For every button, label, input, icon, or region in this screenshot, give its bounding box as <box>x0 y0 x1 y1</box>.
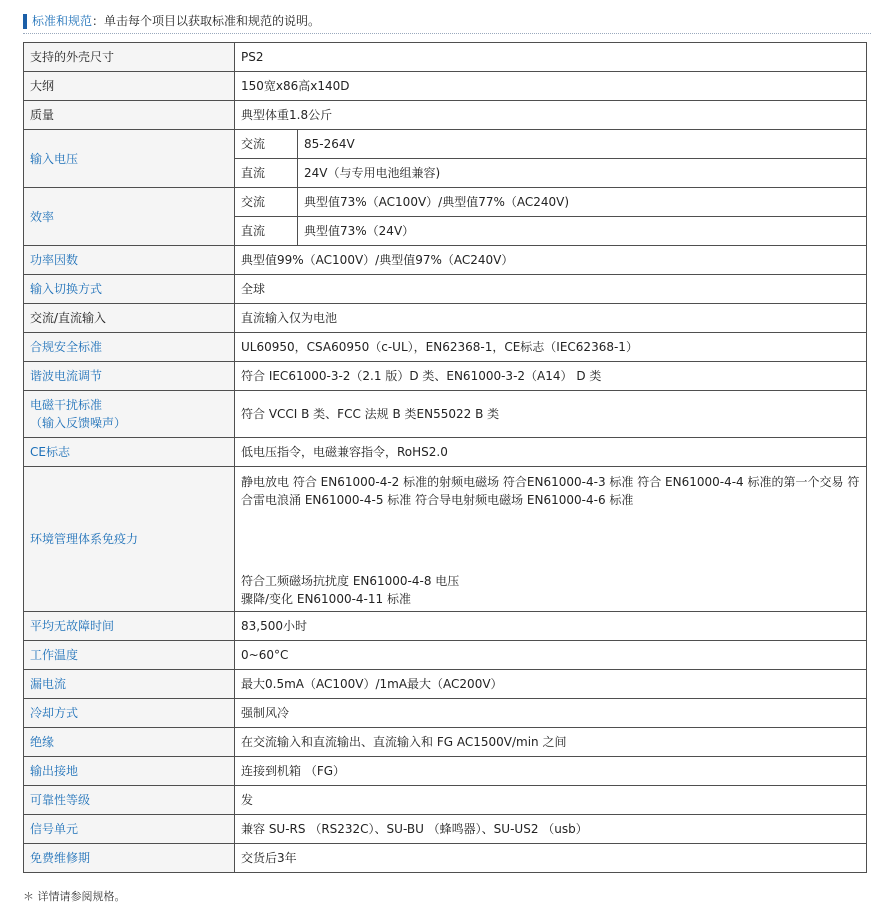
sub-label: 直流 <box>235 217 298 246</box>
spec-table <box>23 42 867 873</box>
row-label: 大纲 <box>24 72 235 101</box>
row-value: 直流输入仅为电池 <box>235 304 867 333</box>
row-value: PS2 <box>235 43 867 72</box>
emi-label-line2: （输入反馈噪声） <box>30 416 127 430</box>
table-row <box>24 612 867 641</box>
reliability-link[interactable]: 可靠性等级 <box>24 786 235 815</box>
sub-label: 直流 <box>235 159 298 188</box>
row-value: 符合 IEC61000-3-2（2.1 版）D 类、EN61000-3-2（A14） D 类 <box>235 362 867 391</box>
warranty-link[interactable]: 免费维修期 <box>24 844 235 873</box>
row-value: 83,500小时 <box>235 612 867 641</box>
safety-standard-link[interactable]: 合规安全标准 <box>24 333 235 362</box>
table-row <box>24 333 867 362</box>
row-label: 支持的外壳尺寸 <box>24 43 235 72</box>
table-row <box>24 304 867 333</box>
leakage-link[interactable]: 漏电流 <box>24 670 235 699</box>
efficiency-link[interactable]: 效率 <box>24 188 235 246</box>
ce-mark-link[interactable]: CE标志 <box>24 438 235 467</box>
immunity-para2-line2: 骤降/变化 EN61000-4-11 标准 <box>241 592 411 606</box>
table-row <box>24 670 867 699</box>
row-value: 强制风冷 <box>235 699 867 728</box>
header-text <box>32 13 320 30</box>
table-row <box>24 757 867 786</box>
row-value: 低电压指令，电磁兼容指令，RoHS2.0 <box>235 438 867 467</box>
sub-label: 交流 <box>235 188 298 217</box>
row-value: 兼容 SU-RS （RS232C）、SU-BU （蜂鸣器）、SU-US2 （usb） <box>235 815 867 844</box>
table-row <box>24 728 867 757</box>
table-row <box>24 130 867 159</box>
row-value: 85-264V <box>298 130 867 159</box>
input-switching-link[interactable]: 输入切换方式 <box>24 275 235 304</box>
header-accent-bar <box>23 14 27 29</box>
immunity-para2-line1: 符合工频磁场抗扰度 EN61000-4-8 电压 <box>241 574 460 588</box>
temperature-link[interactable]: 工作温度 <box>24 641 235 670</box>
row-value: 全球 <box>235 275 867 304</box>
table-row <box>24 844 867 873</box>
table-row <box>24 362 867 391</box>
row-value: 典型值99%（AC100V）/典型值97%（AC240V） <box>235 246 867 275</box>
output-ground-link[interactable]: 输出接地 <box>24 757 235 786</box>
sub-label: 交流 <box>235 130 298 159</box>
row-value: 发 <box>235 786 867 815</box>
cooling-link[interactable]: 冷却方式 <box>24 699 235 728</box>
section-header <box>0 0 879 34</box>
row-value: 0~60°C <box>235 641 867 670</box>
table-row <box>24 438 867 467</box>
table-row <box>24 43 867 72</box>
header-divider <box>23 33 871 34</box>
table-row <box>24 246 867 275</box>
row-value: 最大0.5mA（AC100V）/1mA最大（AC200V） <box>235 670 867 699</box>
header-description: ：单击每个项目以获取标准和规范的说明。 <box>92 14 321 28</box>
signal-unit-link[interactable]: 信号单元 <box>24 815 235 844</box>
row-value: 典型值73%（24V） <box>298 217 867 246</box>
row-value <box>235 467 867 612</box>
table-row <box>24 467 867 612</box>
table-row <box>24 188 867 217</box>
row-value: 典型值73%（AC100V）/典型值77%（AC240V) <box>298 188 867 217</box>
table-row <box>24 815 867 844</box>
power-factor-link[interactable]: 功率因数 <box>24 246 235 275</box>
standards-link[interactable]: 标准和规范 <box>32 14 93 28</box>
row-value: 符合 VCCI B 类、FCC 法规 B 类EN55022 B 类 <box>235 391 867 438</box>
mtbf-link[interactable]: 平均无故障时间 <box>24 612 235 641</box>
footnote: ＊ 详情请参阅规格。 <box>23 890 126 903</box>
row-label: 质量 <box>24 101 235 130</box>
row-value: 24V（与专用电池组兼容) <box>298 159 867 188</box>
harmonic-link[interactable]: 谐波电流调节 <box>24 362 235 391</box>
table-row <box>24 72 867 101</box>
row-value: 典型体重1.8公斤 <box>235 101 867 130</box>
table-row <box>24 641 867 670</box>
immunity-link[interactable]: 环境管理体系免疫力 <box>24 467 235 612</box>
row-value: 在交流输入和直流输出、直流输入和 FG AC1500V/min 之间 <box>235 728 867 757</box>
row-value: UL60950，CSA60950（c-UL），EN62368-1，CE标志（IEC62368-1） <box>235 333 867 362</box>
immunity-para1: 静电放电 符合 EN61000-4-2 标准的射频电磁场 符合EN61000-4-3 标准 符合 EN61000-4-4 标准的第一个交易 符合雷电浪涌 EN61000-4-5 标准 符合导电射频电磁场 EN61000-4-6 标准 <box>241 475 860 507</box>
table-row <box>24 786 867 815</box>
row-value: 交货后3年 <box>235 844 867 873</box>
emi-standard-link[interactable] <box>24 391 235 438</box>
row-label: 交流/直流输入 <box>24 304 235 333</box>
row-value: 150宽x86高x140D <box>235 72 867 101</box>
row-value: 连接到机箱 （FG） <box>235 757 867 786</box>
input-voltage-link[interactable]: 输入电压 <box>24 130 235 188</box>
table-row <box>24 391 867 438</box>
table-row <box>24 275 867 304</box>
table-row <box>24 101 867 130</box>
emi-label-line1: 电磁干扰标准 <box>30 398 103 412</box>
insulation-link[interactable]: 绝缘 <box>24 728 235 757</box>
table-row <box>24 699 867 728</box>
